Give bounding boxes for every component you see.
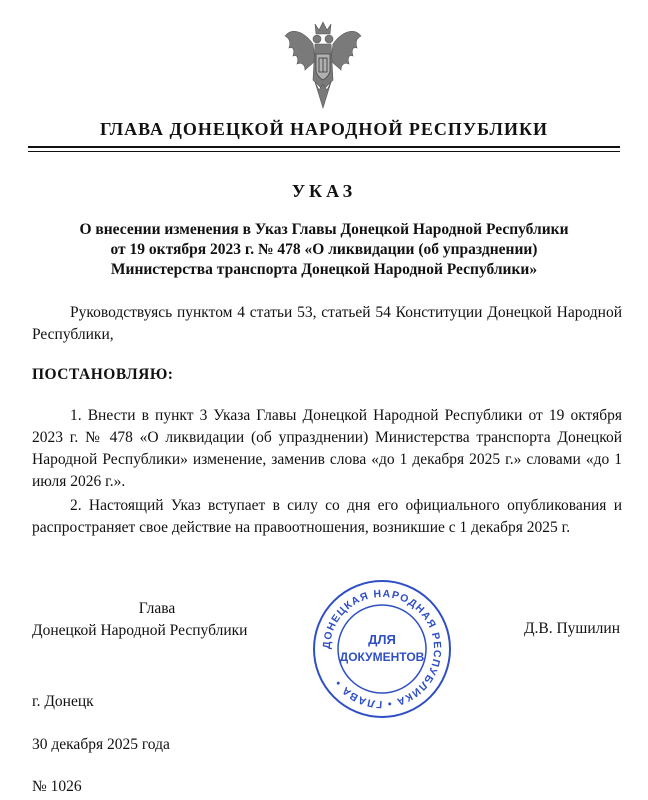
subject-line: Министерства транспорта Донецкой Народной Республики» xyxy=(110,261,538,278)
seal-center-line: ДОКУМЕНТОВ xyxy=(339,650,425,664)
header-rule-thin xyxy=(28,151,620,152)
svg-text:ДОНЕЦКАЯ НАРОДНАЯ РЕСПУБЛИКА • xyxy=(321,588,443,710)
decree-item: 1. Внести в пункт 3 Указа Главы Донецкой Народной Республики от 19 октября 2023 г. № 478 «О ликвидации (об упразднении) Министерства транспорта Донецкой Народной Республики» изменение, заменив слова «до 1 декабря 2025 г.» словами «до 1 июля 2026 г.». xyxy=(32,407,622,490)
document-number: № 1026 xyxy=(32,778,82,795)
document-subject xyxy=(60,220,588,280)
signatory-title-line: Глава xyxy=(138,600,176,617)
header-rule-thick xyxy=(28,146,620,148)
decree-item: 2. Настоящий Указ вступает в силу со дня его официального опубликования и распространяет свое действие на правоотношения, возникшие с 1 декабря 2025 г. xyxy=(32,497,622,536)
preamble-paragraph: Руководствуясь пунктом 4 статьи 53, статьей 54 Конституции Донецкой Народной Республики, xyxy=(32,304,622,343)
place-of-issue: г. Донецк xyxy=(32,693,94,710)
seal-ring-text: ДОНЕЦКАЯ НАРОДНАЯ РЕСПУБЛИКА • ГЛАВА • xyxy=(320,587,444,711)
signatory-name: Д.В. Пушилин xyxy=(523,620,620,637)
seal-center-line: ДЛЯ xyxy=(368,632,396,647)
signatory-title-line: Донецкой Народной Республики xyxy=(32,622,248,639)
issue-date: 30 декабря 2025 года xyxy=(32,736,170,753)
document-type: УКАЗ xyxy=(291,181,357,201)
issuer-header: ГЛАВА ДОНЕЦКОЙ НАРОДНОЙ РЕСПУБЛИКИ xyxy=(99,119,549,139)
official-seal xyxy=(311,578,453,720)
coat-of-arms-icon xyxy=(283,20,363,112)
signatory-title xyxy=(32,598,282,642)
decree-word: ПОСТАНОВЛЯЮ: xyxy=(32,366,174,383)
subject-line: от 19 октября 2023 г. № 478 «О ликвидации (об упразднении) xyxy=(110,241,538,258)
subject-line: О внесении изменения в Указ Главы Донецкой Народной Республики xyxy=(79,221,569,238)
